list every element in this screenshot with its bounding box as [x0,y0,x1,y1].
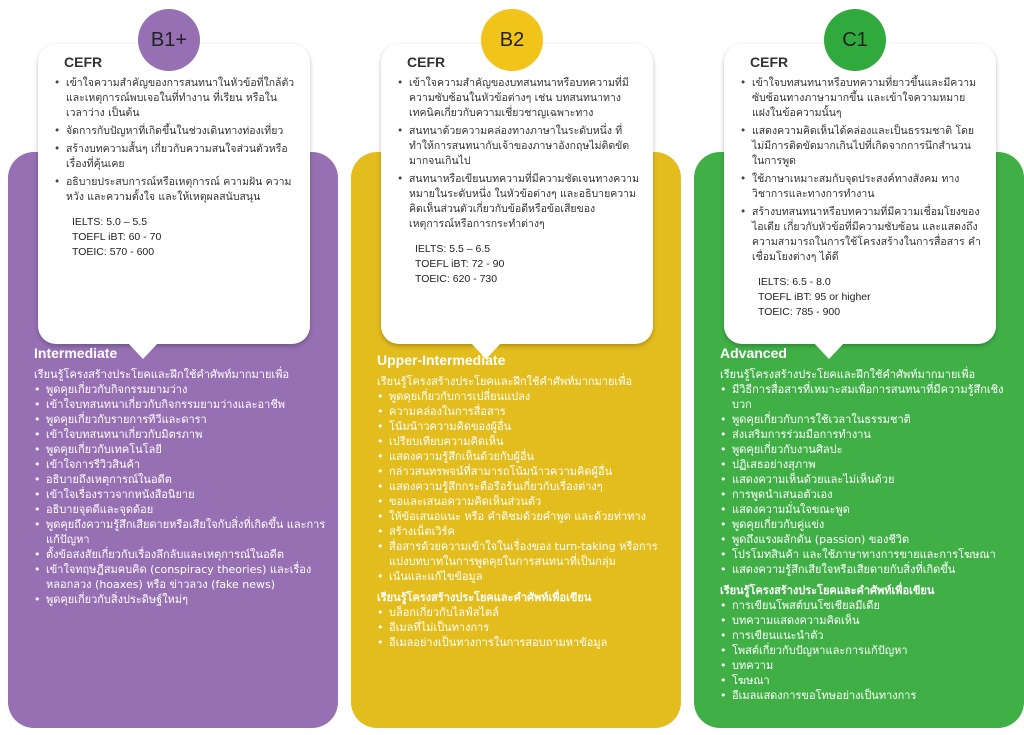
cefr-title: CEFR [750,54,789,70]
cefr-point: • เข้าใจความสำคัญของการสนทนาในหัวข้อที่ใกล้ตัวและเหตุการณ์พบเจอในที่ทำงาน ที่เรียน หรือในเวลาว่าง เป็นต้น [64,76,296,121]
cefr-point: • เข้าใจบทสนทนาหรือบทความที่ยาวขึ้นและมีความซับซ้อนทางภาษามากขึ้น และเข้าใจความหมายแฝงในข้อความนั้นๆ [750,76,982,121]
list-item: • พูดถึงแรงผลักดัน (passion) ของชีวิต [720,532,1016,547]
cefr-title: CEFR [64,54,103,70]
list-item: • อีเมลแสดงการขอโทษอย่างเป็นทางการ [720,688,1016,703]
list-item: • แสดงความรู้สึกเห็นด้วยกับผู้อื่น [377,449,673,464]
test-scores [64,215,296,260]
list-item: • พูดคุยเกี่ยวกับเทคโนโลยี [34,442,330,457]
list-item: • บทความแสดงความคิดเห็น [720,613,1016,628]
list-item: • ตั้งข้อสงสัยเกี่ยวกับเรื่องลึกลับและเหตุการณ์ในอดีต [34,547,330,562]
test-scores [750,275,982,320]
cefr-card [381,44,653,344]
toeic-score: TOEIC: 570 - 600 [72,246,155,258]
list-item: • สร้างเน็ตเวิร์ค [377,524,673,539]
list-item: • อธิบายถึงเหตุการณ์ในอดีต [34,472,330,487]
cefr-points [64,76,296,205]
content-intro: เรียนรู้โครงสร้างประโยคและฝึกใช้คำศัพท์มากมายเพื่อ [720,368,976,381]
content-intro: เรียนรู้โครงสร้างประโยคและฝึกใช้คำศัพท์มากมายเพื่อ [377,375,633,388]
writing-list [720,598,1016,703]
level-column-b2 [351,0,681,735]
writing-subhead: เรียนรู้โครงสร้างประโยคและคำศัพท์เพื่อเขียน [377,591,592,604]
level-column-b1plus [8,0,338,735]
list-item: • ส่งเสริมการร่วมมือการทำงาน [720,427,1016,442]
list-item: • บทความ [720,658,1016,673]
level-title: Advanced [720,345,787,361]
ielts-score: IELTS: 5.0 – 5.5 [72,216,148,228]
list-item: • แสดงความรู้สึกเสียใจหรือเสียดายกับสิ่งที่เกิดขึ้น [720,562,1016,577]
list-item: • แสดงความรู้สึกกระตือรือร้นเกี่ยวกับเรื่องต่างๆ [377,479,673,494]
list-item: • การเขียนโพสต์บนโซเชียลมีเดีย [720,598,1016,613]
toeic-score: TOEIC: 785 - 900 [758,306,841,318]
level-badge: B1+ [138,9,200,71]
cefr-title: CEFR [407,54,446,70]
list-item: • อธิบายจุดดีและจุดด้อย [34,502,330,517]
cefr-point: • เข้าใจความสำคัญของบทสนทนาหรือบทความที่มีความซับซ้อนในหัวข้อต่างๆ เช่น บทสนทนาทางเทคนิคเกี่ยวกับความเชี่ยวชาญเฉพาะทาง [407,76,639,121]
ielts-score: IELTS: 6.5 - 8.0 [758,276,831,288]
writing-subhead: เรียนรู้โครงสร้างประโยคและคำศัพท์เพื่อเขียน [720,584,935,597]
list-item: • สื่อสารด้วยความเข้าใจในเรื่องของ turn-taking หรือการแบ่งบทบาทในการพูดคุยในการสนทนาที่เป็นกลุ่ม [377,539,673,569]
ielts-score: IELTS: 5.5 – 6.5 [415,243,491,255]
list-item: • โปรโมทสินค้า และใช้ภาษาทางการขายและการโฆษณา [720,547,1016,562]
list-item: • โพสต์เกี่ยวกับปัญหาและการแก้ปัญหา [720,643,1016,658]
list-item: • เข้าใจทฤษฎีสมคบคิด (conspiracy theories) และเรื่องหลอกลวง (hoaxes) หรือ ข่าวลวง (fake news) [34,562,330,592]
list-item: • พูดคุยเกี่ยวกับการเปลี่ยนแปลง [377,389,673,404]
toefl-score: TOEFL iBT: 60 - 70 [72,231,162,243]
cefr-point: • จัดการกับปัญหาที่เกิดขึ้นในช่วงเดินทางท่องเที่ยว [64,124,296,139]
list-item: • เปรียบเทียบความคิดเห็น [377,434,673,449]
course-content [34,345,330,607]
content-list [34,382,330,607]
list-item: • มีวิธีการสื่อสารที่เหมาะสมเพื่อการสนทนาที่มีความรู้สึกเชิงบวก [720,382,1016,412]
list-item: • ความคล่องในการสื่อสาร [377,404,673,419]
list-item: • ปฏิเสธอย่างสุภาพ [720,457,1016,472]
list-item: • อีเมลอย่างเป็นทางการในการสอบถามหาข้อมูล [377,635,673,650]
list-item: • พูดคุยเกี่ยวกับคู่แข่ง [720,517,1016,532]
toeic-score: TOEIC: 620 - 730 [415,273,498,285]
cefr-point: • สร้างบทสนทนาหรือบทความที่มีความเชื่อมโยงของไอเดีย เกี่ยวกับหัวข้อที่มีความซับซ้อน และแสดงถึงความสามารถในการใช้โครงสร้างในการสื่อสาร คำเชื่อมโยงต่างๆ ได้ดี [750,205,982,265]
list-item: • เน้นและแก้ไขข้อมูล [377,569,673,584]
list-item: • พูดคุยเกี่ยวกับกิจกรรมยามว่าง [34,382,330,397]
list-item: • โฆษณา [720,673,1016,688]
course-content [720,345,1016,703]
cefr-card [724,44,996,344]
cefr-point: • สร้างบทความสั้นๆ เกี่ยวกับความสนใจส่วนตัวหรือเรื่องที่คุ้นเคย [64,142,296,172]
list-item: • พูดคุยเกี่ยวกับรายการทีวีและดารา [34,412,330,427]
content-intro: เรียนรู้โครงสร้างประโยคและฝึกใช้คำศัพท์มากมายเพื่อ [34,368,290,381]
list-item: • การพูดนำเสนอตัวเอง [720,487,1016,502]
list-item: • อีเมลที่ไม่เป็นทางการ [377,620,673,635]
test-scores [407,242,639,287]
cefr-card [38,44,310,344]
list-item: • โน้มน้าวความคิดของผู้อื่น [377,419,673,434]
toefl-score: TOEFL iBT: 72 - 90 [415,258,505,270]
cefr-point: • สนทนาด้วยความคล่องทางภาษาในระดับหนึ่ง ที่ทำให้การสนทนากับเจ้าของภาษาอังกฤษไม่ติดขัดมากจนเกินไป [407,124,639,169]
list-item: • แสดงความมั่นใจขณะพูด [720,502,1016,517]
cefr-points [407,76,639,232]
level-title: Upper-Intermediate [377,352,506,368]
list-item: • เข้าใจเรื่องราวจากหนังสือนิยาย [34,487,330,502]
list-item: • กล่าวสนทรพจน์ที่สามารถโน้มน้าวความคิดผู้อื่น [377,464,673,479]
list-item: • เข้าใจบทสนทนาเกี่ยวกับมิตรภาพ [34,427,330,442]
writing-list [377,605,673,650]
list-item: • เข้าใจการรีวิวสินค้า [34,457,330,472]
content-list [720,382,1016,577]
list-item: • ขอและเสนอความคิดเห็นส่วนตัว [377,494,673,509]
level-column-c1 [694,0,1024,735]
cefr-point: • สนทนาหรือเขียนบทความที่มีความชัดเจนทางความหมายในระดับหนึ่ง ในหัวข้อต่างๆ และอธิบายความคิดเห็นส่วนตัวเกี่ยวกับข้อดีหรือข้อเสียของเหตุการณ์หรือการกระทำต่างๆ [407,172,639,232]
cefr-point: • ใช้ภาษาเหมาะสมกับจุดประสงค์ทางสังคม ทางวิชาการและทางการทำงาน [750,172,982,202]
content-list [377,389,673,584]
list-item: • พูดคุยเกี่ยวกับการใช้เวลาในธรรมชาติ [720,412,1016,427]
list-item: • พูดคุยถึงความรู้สึกเสียดายหรือเสียใจกับสิ่งที่เกิดขึ้น และการแก้ปัญหา [34,517,330,547]
course-content [377,352,673,650]
list-item: • ให้ข้อเสนอแนะ หรือ คำติชมด้วยคำพูด และด้วยท่าทาง [377,509,673,524]
list-item: • บล็อกเกี่ยวกับไลฟ์สไตล์ [377,605,673,620]
cefr-point: • แสดงความคิดเห็นได้คล่องและเป็นธรรมชาติ โดยไม่มีการติดขัดมากเกินไปที่เกิดจากการนึกสำนวนในการพูด [750,124,982,169]
cefr-points [750,76,982,265]
cefr-point: • อธิบายประสบการณ์หรือเหตุการณ์ ความฝัน ความหวัง และความตั้งใจ และให้เหตุผลสนับสนุน [64,175,296,205]
list-item: • แสดงความเห็นด้วยและไม่เห็นด้วย [720,472,1016,487]
list-item: • พูดคุยเกี่ยวกับงานศิลปะ [720,442,1016,457]
list-item: • พูดคุยเกี่ยวกับสิ่งประดิษฐ์ใหม่ๆ [34,592,330,607]
level-title: Intermediate [34,345,118,361]
list-item: • เข้าใจบทสนทนาเกี่ยวกับกิจกรรมยามว่างและอาชีพ [34,397,330,412]
toefl-score: TOEFL iBT: 95 or higher [758,291,871,303]
level-badge: B2 [481,9,543,71]
list-item: • การเขียนแนะนำตัว [720,628,1016,643]
level-badge: C1 [824,9,886,71]
